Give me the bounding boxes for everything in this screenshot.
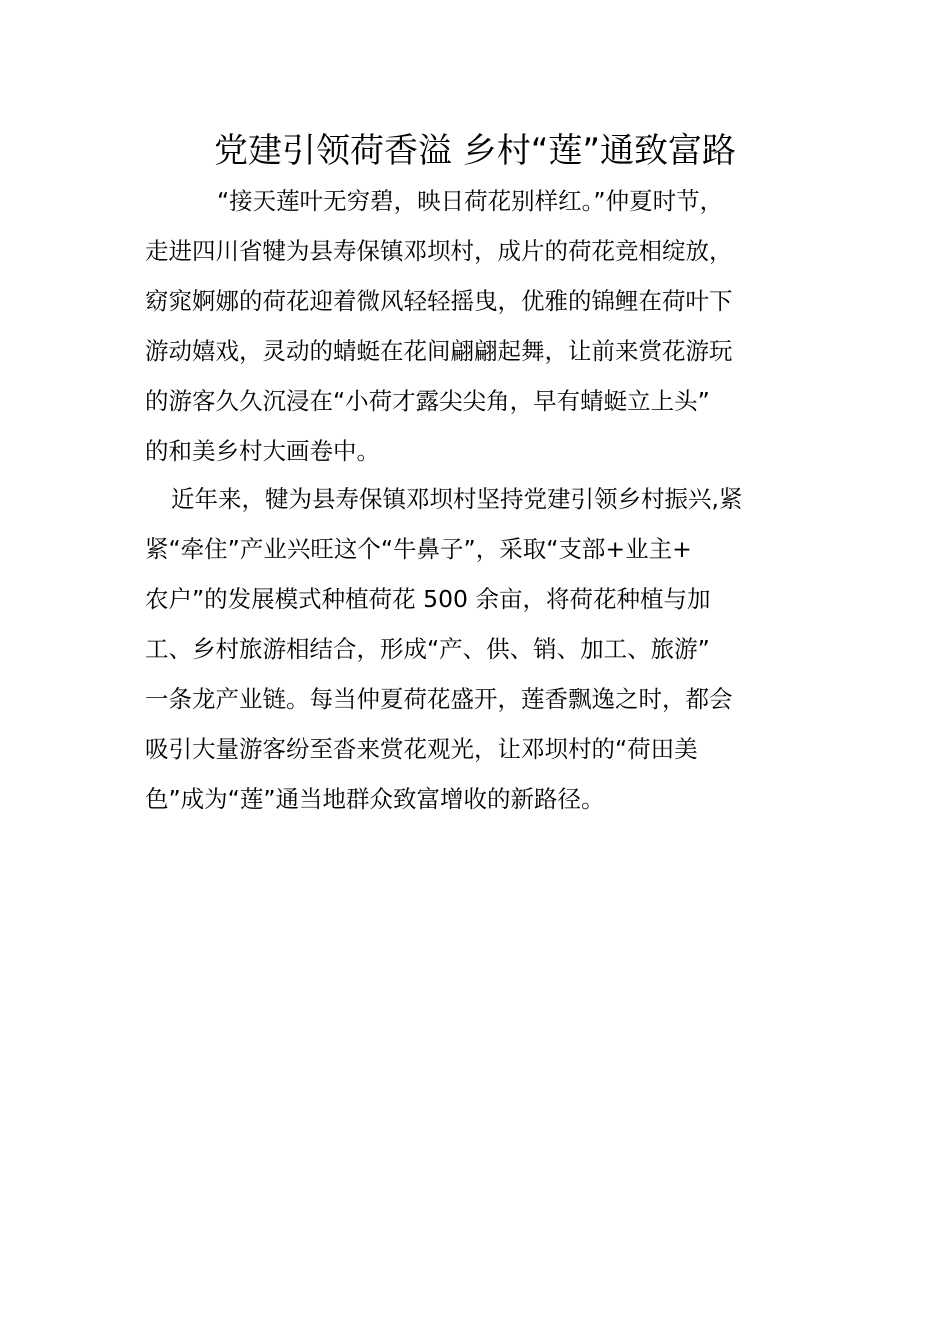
paragraph-line: 的和美乡村大画卷中。	[145, 437, 380, 465]
paragraph-2	[145, 474, 810, 824]
paragraph-line: 游动嬉戏，灵动的蜻蜓在花间翩翩起舞，让前来赏花游玩	[145, 337, 733, 365]
paragraph-line: 农户”的发展模式种植荷花 500 余亩，将荷花种植与加	[145, 585, 711, 613]
paragraph-line: 紧“牵住”产业兴旺这个“牛鼻子”，采取“支部+业主+	[145, 535, 692, 563]
paragraph-line: 窈窕婀娜的荷花迎着微风轻轻摇曳，优雅的锦鲤在荷叶下	[145, 287, 733, 315]
paragraph-line: 工、乡村旅游相结合，形成“产、供、销、加工、旅游”	[145, 635, 710, 663]
paragraph-line: 一条龙产业链。每当仲夏荷花盛开，莲香飘逸之时，都会	[145, 685, 733, 713]
paragraph-1	[145, 176, 810, 476]
document-title: 党建引领荷香溢 乡村“莲”通致富路	[213, 131, 737, 171]
paragraph-line: 的游客久久沉浸在“小荷才露尖尖角，早有蜻蜓立上头”	[145, 387, 710, 415]
paragraph-line: 走进四川省犍为县寿保镇邓坝村，成片的荷花竞相绽放，	[145, 237, 733, 265]
paragraph-line: 吸引大量游客纷至沓来赏花观光，让邓坝村的“荷田美	[145, 735, 698, 763]
paragraph-line: 色”成为“莲”通当地群众致富增收的新路径。	[145, 785, 605, 813]
paragraph-line: “接天莲叶无穷碧，映日荷花别样红。”仲夏时节，	[217, 187, 724, 215]
paragraph-line: 近年来，犍为县寿保镇邓坝村坚持党建引领乡村振兴,紧	[171, 485, 743, 513]
